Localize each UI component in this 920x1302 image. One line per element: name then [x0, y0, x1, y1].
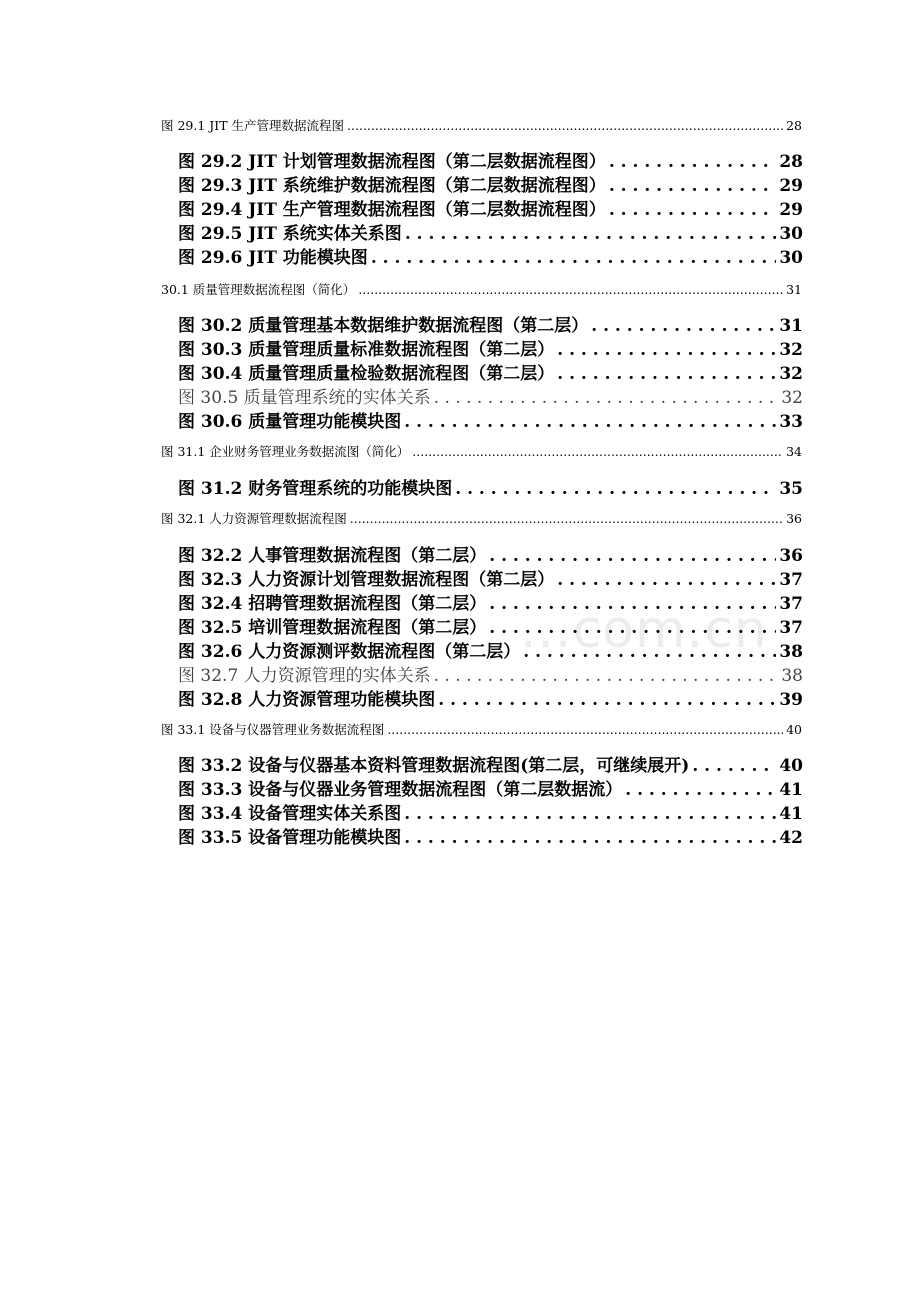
- toc-entry[interactable]: [178, 407, 803, 432]
- toc-leader-dots: [455, 479, 776, 499]
- toc-entry-page: 36: [779, 546, 803, 566]
- toc-leader-dots: [371, 248, 777, 268]
- toc-entry[interactable]: [178, 823, 803, 848]
- toc-entry[interactable]: [178, 219, 803, 244]
- toc-entry-page: 29: [779, 200, 803, 220]
- toc-entry-title: 图 32.8 人力资源管理功能模块图: [178, 690, 436, 710]
- toc-entry-page: 37: [779, 594, 803, 614]
- toc-entry[interactable]: [161, 442, 802, 460]
- toc-entry[interactable]: [178, 474, 803, 499]
- toc-leader-dots: [591, 316, 776, 336]
- toc-entry-title: 图 32.3 人力资源计划管理数据流程图（第二层）: [178, 570, 555, 590]
- toc-entry[interactable]: [178, 147, 803, 172]
- toc-entry-title: 图 29.2 JIT 计划管理数据流程图（第二层数据流程图）: [178, 152, 606, 172]
- toc-entry-page: 31: [779, 316, 803, 336]
- toc-entry-page: 30: [779, 248, 803, 268]
- toc-entry-title: 图 30.2 质量管理基本数据维护数据流程图（第二层）: [178, 316, 589, 336]
- toc-entry-page: 29: [779, 176, 803, 196]
- toc-entry[interactable]: [178, 751, 803, 776]
- toc-leader-dots: [489, 546, 776, 566]
- toc-entry-page: 33: [779, 412, 803, 432]
- toc-entry-title: 图 31.1 企业财务管理业务数据流图（简化）: [161, 444, 410, 459]
- toc-entry-page: 39: [779, 690, 803, 710]
- toc-entry[interactable]: [178, 775, 803, 800]
- toc-entry-title: 30.1 质量管理数据流程图（简化）: [161, 282, 356, 297]
- toc-entry[interactable]: [178, 613, 803, 638]
- toc-leader-dots: [350, 511, 783, 526]
- toc-entry[interactable]: [161, 509, 802, 527]
- toc-entry-title: 图 33.3 设备与仪器业务管理数据流程图（第二层数据流）: [178, 780, 623, 800]
- toc-leader-dots: [358, 282, 783, 297]
- toc-entry[interactable]: [161, 720, 802, 738]
- toc-entry-title: 图 33.4 设备管理实体关系图: [178, 804, 402, 824]
- toc-entry-title: 图 32.1 人力资源管理数据流程图: [161, 511, 347, 526]
- toc-entry[interactable]: [161, 280, 802, 298]
- toc-leader-dots: [489, 594, 776, 614]
- toc-leader-dots: [489, 618, 776, 638]
- toc-entry[interactable]: [178, 565, 803, 590]
- toc-leader-dots: [404, 804, 776, 824]
- toc-entry[interactable]: [178, 359, 803, 384]
- toc-leader-dots: [404, 412, 776, 432]
- toc-leader-dots: [557, 364, 776, 384]
- toc-leader-dots: [438, 690, 776, 710]
- toc-entry-page: 32: [781, 388, 803, 408]
- toc-entry-title: 图 33.5 设备管理功能模块图: [178, 828, 402, 848]
- toc-leader-dots: [387, 722, 783, 737]
- toc-leader-dots: [557, 570, 776, 590]
- toc-entry[interactable]: [178, 685, 803, 710]
- toc-entry-title: 图 29.4 JIT 生产管理数据流程图（第二层数据流程图）: [178, 200, 606, 220]
- toc-leader-dots: [434, 666, 779, 686]
- toc-entry-title: 图 32.7 人力资源管理的实体关系: [178, 666, 431, 686]
- toc-entry-page: 32: [779, 340, 803, 360]
- toc-entry[interactable]: [178, 799, 803, 824]
- toc-leader-dots: [609, 200, 777, 220]
- toc-leader-dots: [609, 176, 777, 196]
- toc-leader-dots: [434, 388, 779, 408]
- toc-entry-page: 32: [779, 364, 803, 384]
- toc-entry[interactable]: [178, 243, 803, 268]
- toc-entry[interactable]: [178, 637, 803, 662]
- toc-entry-page: 36: [786, 511, 802, 526]
- toc-entry-title: 图 29.1 JIT 生产管理数据流程图: [161, 118, 345, 133]
- toc-entry-page: 34: [786, 444, 802, 459]
- toc-entry-page: 31: [786, 282, 802, 297]
- toc-entry-title: 图 29.3 JIT 系统维护数据流程图（第二层数据流程图）: [178, 176, 606, 196]
- toc-leader-dots: [412, 444, 783, 459]
- toc-leader-dots: [609, 152, 777, 172]
- toc-entry-title: 图 29.6 JIT 功能模块图: [178, 248, 368, 268]
- toc-entry-title: 图 32.2 人事管理数据流程图（第二层）: [178, 546, 487, 566]
- toc-entry[interactable]: [178, 589, 803, 614]
- toc-entry-page: 37: [779, 618, 803, 638]
- toc-entry[interactable]: [178, 661, 803, 686]
- watermark: ...com.cn: [520, 600, 768, 660]
- toc-entry[interactable]: [178, 383, 803, 408]
- toc-entry[interactable]: [178, 171, 803, 196]
- toc-entry[interactable]: [178, 541, 803, 566]
- toc-entry-title: 图 32.5 培训管理数据流程图（第二层）: [178, 618, 487, 638]
- toc-entry-page: 40: [779, 756, 803, 776]
- toc-entry[interactable]: [178, 195, 803, 220]
- toc-entry[interactable]: [178, 335, 803, 360]
- toc-entry-title: 图 30.5 质量管理系统的实体关系: [178, 388, 431, 408]
- toc-leader-dots: [557, 340, 776, 360]
- toc-leader-dots: [523, 642, 776, 662]
- toc-leader-dots: [405, 224, 777, 244]
- toc-leader-dots: [404, 828, 776, 848]
- toc-leader-dots: [692, 756, 776, 776]
- toc-entry-page: 38: [779, 642, 803, 662]
- toc-entry-title: 图 32.4 招聘管理数据流程图（第二层）: [178, 594, 487, 614]
- toc-entry[interactable]: [161, 116, 802, 134]
- toc-entry-page: 28: [779, 152, 803, 172]
- toc-entry-page: 35: [779, 479, 803, 499]
- toc-entry-title: 图 32.6 人力资源测评数据流程图（第二层）: [178, 642, 521, 662]
- toc-entry-title: 图 31.2 财务管理系统的功能模块图: [178, 479, 453, 499]
- toc-entry-page: 42: [779, 828, 803, 848]
- toc-entry-page: 41: [779, 780, 803, 800]
- toc-entry-title: 图 30.6 质量管理功能模块图: [178, 412, 402, 432]
- toc-entry-page: 41: [779, 804, 803, 824]
- toc-entry-page: 28: [786, 118, 802, 133]
- toc-entry-page: 40: [786, 722, 802, 737]
- toc-entry-title: 图 30.3 质量管理质量标准数据流程图（第二层）: [178, 340, 555, 360]
- toc-entry[interactable]: [178, 311, 803, 336]
- toc-leader-dots: [625, 780, 776, 800]
- toc-entry-page: 30: [779, 224, 803, 244]
- toc-leader-dots: [347, 118, 783, 133]
- toc-entry-title: 图 33.1 设备与仪器管理业务数据流程图: [161, 722, 385, 737]
- toc-entry-title: 图 30.4 质量管理质量检验数据流程图（第二层）: [178, 364, 555, 384]
- toc-entry-title: 图 33.2 设备与仪器基本资料管理数据流程图(第二层，可继续展开): [178, 756, 690, 776]
- toc-entry-page: 38: [781, 666, 803, 686]
- toc-entry-page: 37: [779, 570, 803, 590]
- toc-entry-title: 图 29.5 JIT 系统实体关系图: [178, 224, 402, 244]
